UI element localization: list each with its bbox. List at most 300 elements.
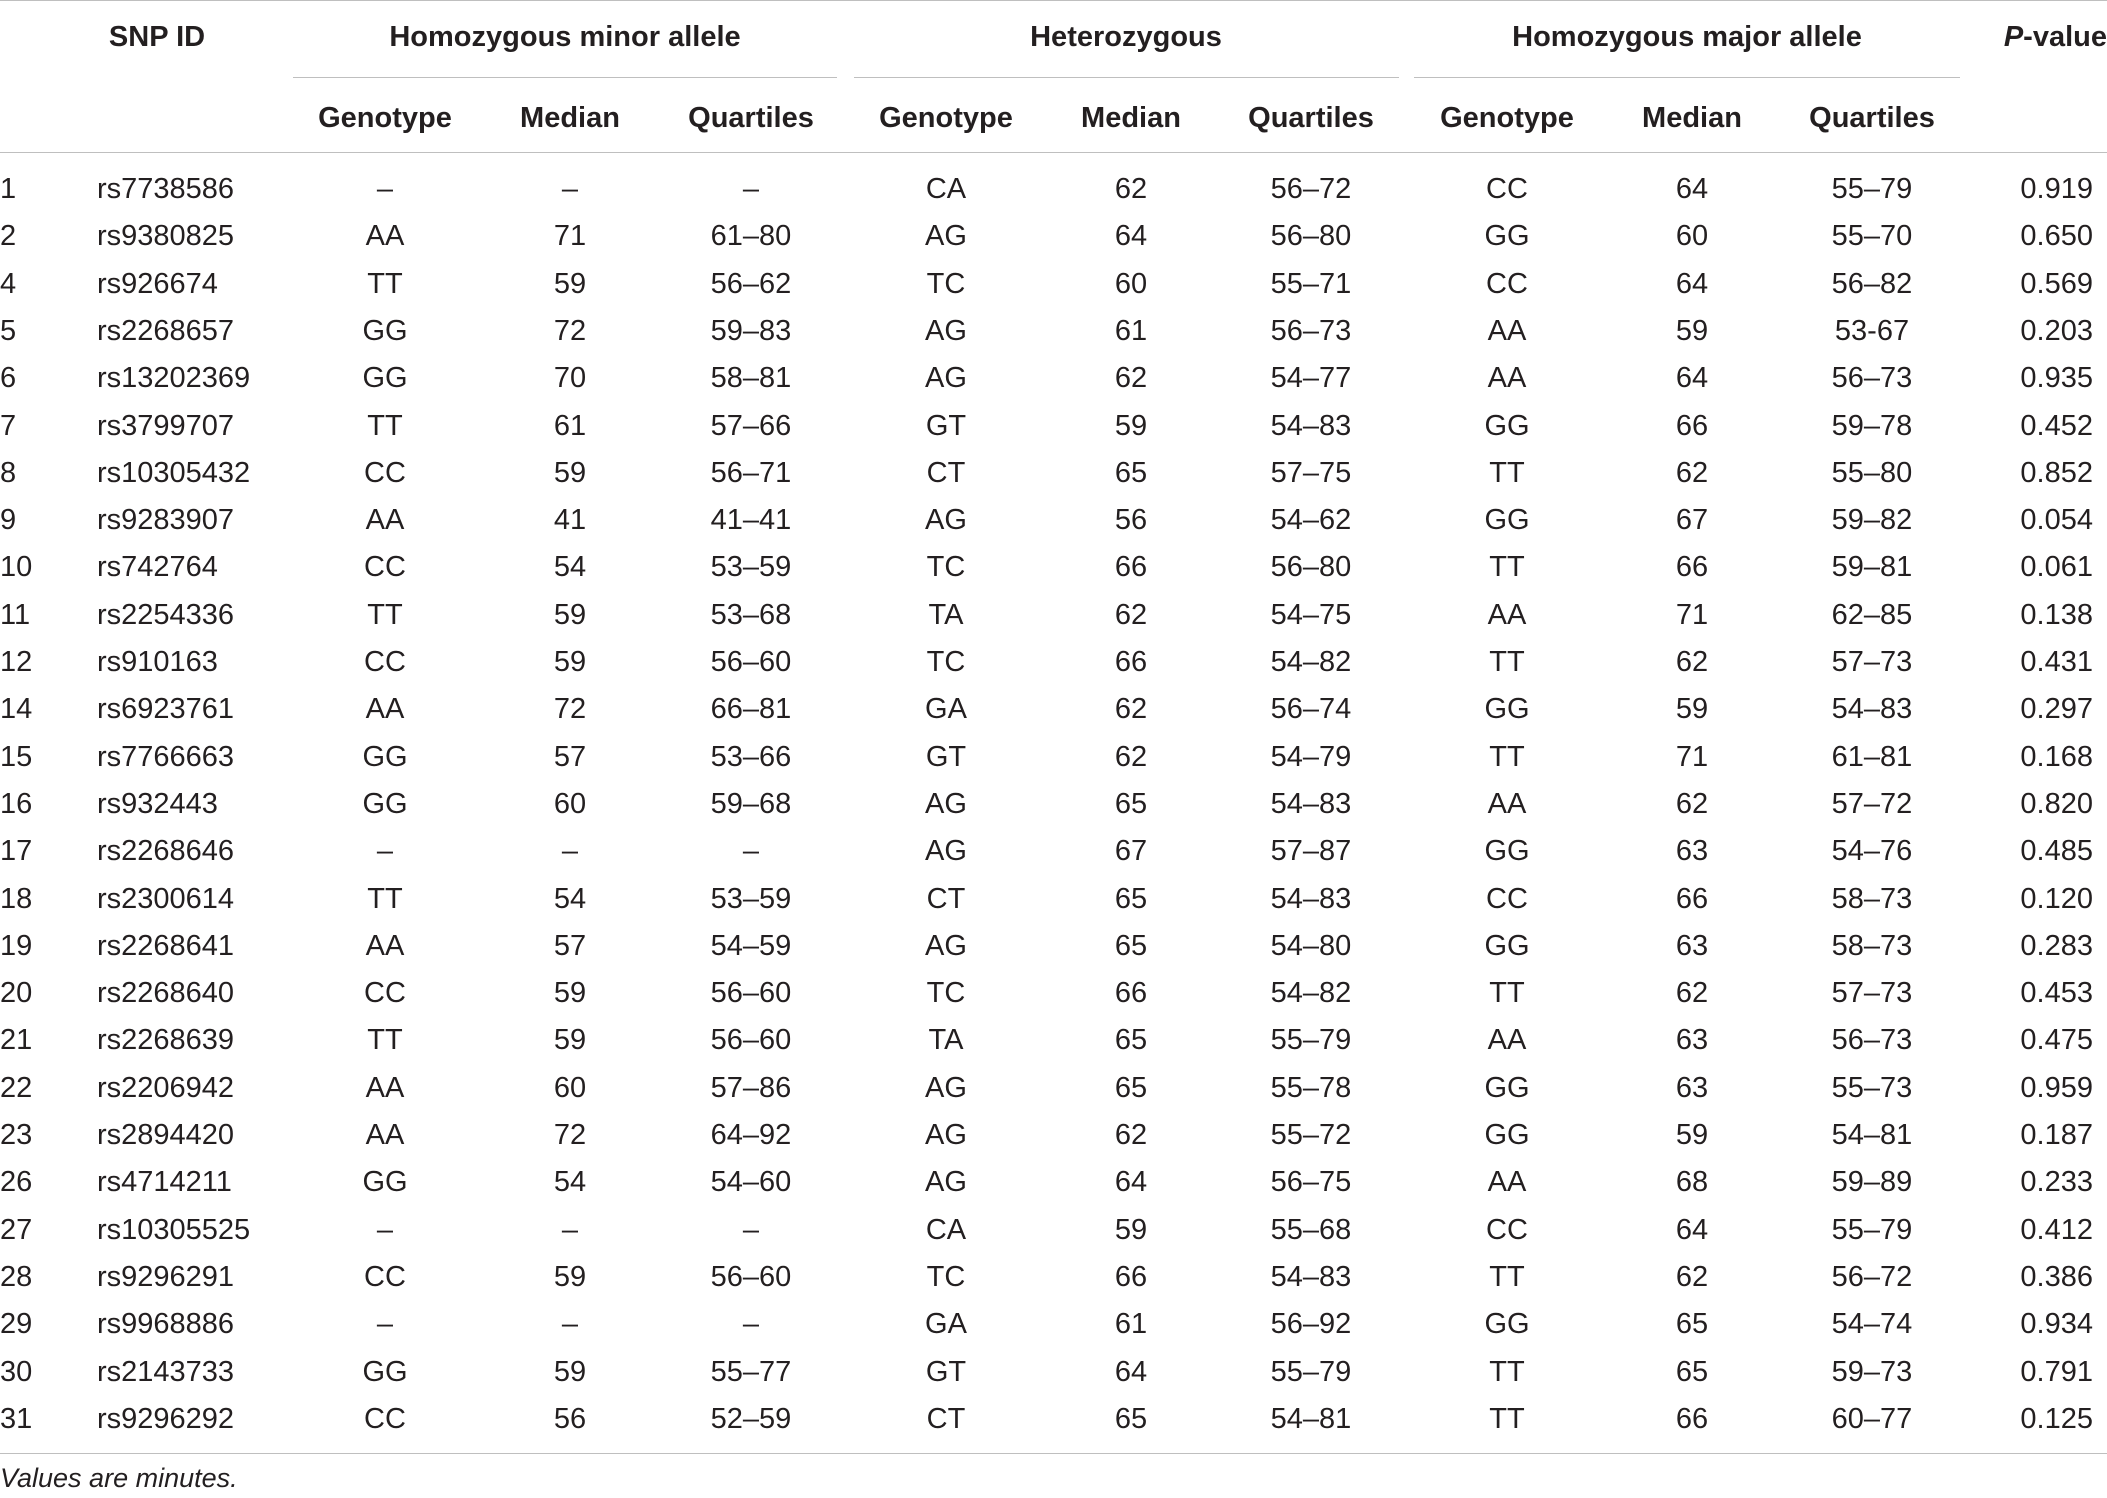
p-value-cell: 0.283: [2020, 930, 2093, 962]
p-value-cell: 0.061: [2020, 551, 2093, 583]
minor-quartiles-cell: 53–66: [710, 741, 792, 773]
snp-id-cell: rs9968886: [97, 1308, 235, 1340]
minor-genotype-cell: CC: [364, 977, 406, 1009]
minor-median-cell: 59: [553, 1024, 587, 1056]
major-quartiles-cell: 56–72: [1831, 1261, 1913, 1293]
snp-id-cell: rs2268646: [97, 835, 235, 867]
het-genotype-cell: TA: [928, 599, 964, 631]
minor-genotype-cell: AA: [365, 930, 405, 962]
het-quartiles-cell: 56–80: [1270, 551, 1352, 583]
major-genotype-cell: GG: [1484, 504, 1530, 536]
row-number-cell: 19: [0, 930, 33, 962]
row-number-cell: 17: [0, 835, 33, 867]
major-quartiles-cell: 55–79: [1831, 1214, 1913, 1246]
p-value-cell: 0.485: [2020, 835, 2093, 867]
major-median-cell: 64: [1675, 362, 1709, 394]
row-number-cell: 29: [0, 1308, 33, 1340]
major-quartiles-cell: 54–83: [1831, 693, 1913, 725]
het-genotype-cell: GT: [925, 410, 967, 442]
snp-id-cell: rs926674: [97, 268, 218, 300]
snp-id-cell: rs7766663: [97, 741, 235, 773]
minor-genotype-cell: GG: [362, 741, 408, 773]
het-genotype-cell: AG: [925, 220, 967, 252]
p-value-cell: 0.054: [2020, 504, 2093, 536]
het-median-cell: 62: [1114, 362, 1148, 394]
row-number-cell: 22: [0, 1072, 33, 1104]
het-median-cell: 65: [1114, 1403, 1148, 1435]
het-median-cell: 56: [1114, 504, 1148, 536]
major-quartiles-cell: 57–73: [1831, 646, 1913, 678]
row-number-cell: 11: [0, 599, 31, 631]
p-value-cell: 0.125: [2020, 1403, 2093, 1435]
minor-quartiles-cell: 52–59: [710, 1403, 792, 1435]
minor-median-cell: 61: [553, 410, 587, 442]
major-quartiles-cell: 59–73: [1831, 1356, 1913, 1388]
het-quartiles-cell: 54–81: [1270, 1403, 1352, 1435]
minor-median-cell: –: [561, 835, 579, 867]
minor-quartiles-cell: 53–68: [710, 599, 792, 631]
het-median-cell: 65: [1114, 1024, 1148, 1056]
het-median-cell: 67: [1114, 835, 1148, 867]
row-number-cell: 8: [0, 457, 17, 489]
minor-genotype-cell: TT: [367, 268, 403, 300]
major-quartiles-cell: 60–77: [1831, 1403, 1913, 1435]
het-genotype-cell: AG: [925, 930, 967, 962]
snp-id-cell: rs742764: [97, 551, 218, 583]
het-genotype-cell: TA: [928, 1024, 964, 1056]
p-value-cell: 0.452: [2020, 410, 2093, 442]
snp-id-cell: rs13202369: [97, 362, 251, 394]
minor-median-cell: 41: [553, 504, 587, 536]
group-rule-het: [854, 77, 1399, 78]
major-quartiles-cell: 54–74: [1831, 1308, 1913, 1340]
snp-id-cell: rs2894420: [97, 1119, 235, 1151]
het-median-cell: 62: [1114, 1119, 1148, 1151]
het-median-cell: 65: [1114, 883, 1148, 915]
minor-quartiles-cell: –: [742, 835, 760, 867]
major-quartiles-cell: 61–81: [1831, 741, 1913, 773]
minor-median-cell: 72: [553, 1119, 587, 1151]
major-genotype-cell: TT: [1489, 1356, 1525, 1388]
snp-id-cell: rs2254336: [97, 599, 235, 631]
minor-genotype-cell: AA: [365, 1119, 405, 1151]
minor-median-cell: 71: [553, 220, 587, 252]
minor-genotype-cell: –: [376, 173, 394, 205]
minor-genotype-cell: AA: [365, 693, 405, 725]
snp-id-cell: rs9296292: [97, 1403, 235, 1435]
p-value-cell: 0.959: [2020, 1072, 2093, 1104]
major-genotype-cell: TT: [1489, 1403, 1525, 1435]
het-genotype-cell: AG: [925, 788, 967, 820]
minor-genotype-cell: CC: [364, 1403, 406, 1435]
het-median-cell: 65: [1114, 930, 1148, 962]
minor-median-cell: 59: [553, 268, 587, 300]
group-rule-major: [1414, 77, 1960, 78]
snp-id-cell: rs9296291: [97, 1261, 235, 1293]
het-genotype-cell: CA: [925, 1214, 967, 1246]
p-value-cell: 0.187: [2020, 1119, 2093, 1151]
major-genotype-cell: AA: [1487, 315, 1527, 347]
major-median-cell: 62: [1675, 457, 1709, 489]
major-median-cell: 64: [1675, 268, 1709, 300]
het-quartiles-cell: 54–83: [1270, 883, 1352, 915]
row-number-cell: 31: [0, 1403, 33, 1435]
major-quartiles-cell: 56–73: [1831, 1024, 1913, 1056]
major-median-cell: 63: [1675, 930, 1709, 962]
p-value-cell: 0.475: [2020, 1024, 2093, 1056]
minor-genotype-cell: –: [376, 835, 394, 867]
minor-genotype-cell: TT: [367, 410, 403, 442]
het-genotype-cell: AG: [925, 362, 967, 394]
het-quartiles-cell: 55–79: [1270, 1024, 1352, 1056]
minor-genotype-cell: CC: [364, 1261, 406, 1293]
minor-quartiles-cell: 56–60: [710, 1261, 792, 1293]
het-genotype-cell: GT: [925, 741, 967, 773]
header-bottom-rule: [0, 152, 2107, 153]
major-quartiles-cell: 54–81: [1831, 1119, 1913, 1151]
major-genotype-cell: TT: [1489, 741, 1525, 773]
major-genotype-cell: GG: [1484, 1308, 1530, 1340]
major-genotype-cell: AA: [1487, 1024, 1527, 1056]
major-median-cell: 67: [1675, 504, 1709, 536]
major-quartiles-cell: 55–80: [1831, 457, 1913, 489]
major-median-cell: 66: [1675, 883, 1709, 915]
minor-quartiles-cell: –: [742, 173, 760, 205]
major-quartiles-cell: 55–70: [1831, 220, 1913, 252]
p-value-cell: 0.453: [2020, 977, 2093, 1009]
p-value-cell: 0.569: [2020, 268, 2093, 300]
het-genotype-cell: TC: [926, 646, 966, 678]
minor-median-cell: 72: [553, 315, 587, 347]
major-median-cell: 65: [1675, 1356, 1709, 1388]
het-genotype-cell: CA: [925, 173, 967, 205]
p-value-cell: 0.168: [2020, 741, 2093, 773]
row-number-cell: 16: [0, 788, 33, 820]
minor-genotype-cell: AA: [365, 504, 405, 536]
minor-median-cell: –: [561, 1214, 579, 1246]
het-quartiles-cell: 56–92: [1270, 1308, 1352, 1340]
row-number-cell: 26: [0, 1166, 33, 1198]
major-median-cell: 63: [1675, 835, 1709, 867]
major-quartiles-cell: 59–89: [1831, 1166, 1913, 1198]
p-value-letter: P: [2003, 21, 2024, 53]
row-number-cell: 14: [0, 693, 33, 725]
subheader-genotype-minor: Genotype: [318, 102, 452, 134]
het-genotype-cell: TC: [926, 551, 966, 583]
major-median-cell: 66: [1675, 410, 1709, 442]
row-number-cell: 27: [0, 1214, 33, 1246]
het-median-cell: 61: [1114, 315, 1148, 347]
minor-median-cell: 54: [553, 1166, 587, 1198]
minor-genotype-cell: CC: [364, 646, 406, 678]
p-value-cell: 0.233: [2020, 1166, 2093, 1198]
het-median-cell: 66: [1114, 551, 1148, 583]
minor-median-cell: 59: [553, 977, 587, 1009]
row-number-cell: 7: [0, 410, 17, 442]
het-quartiles-cell: 54–75: [1270, 599, 1352, 631]
minor-median-cell: 57: [553, 741, 587, 773]
subheader-median-minor: Median: [520, 102, 620, 134]
minor-quartiles-cell: 61–80: [710, 220, 792, 252]
major-quartiles-cell: 57–72: [1831, 788, 1913, 820]
major-median-cell: 62: [1675, 977, 1709, 1009]
major-median-cell: 71: [1675, 599, 1709, 631]
subheader-median-het: Median: [1081, 102, 1181, 134]
snp-id-cell: rs9380825: [97, 220, 235, 252]
subheader-quartiles-minor: Quartiles: [688, 102, 814, 134]
p-value-cell: 0.386: [2020, 1261, 2093, 1293]
het-quartiles-cell: 55–71: [1270, 268, 1352, 300]
row-number-cell: 12: [0, 646, 33, 678]
het-quartiles-cell: 56–72: [1270, 173, 1352, 205]
het-genotype-cell: TC: [926, 977, 966, 1009]
major-genotype-cell: TT: [1489, 977, 1525, 1009]
het-genotype-cell: AG: [925, 835, 967, 867]
header-heterozygous: Heterozygous: [1030, 21, 1222, 53]
row-number-cell: 4: [0, 268, 17, 300]
table-top-rule: [0, 0, 2107, 1]
row-number-cell: 30: [0, 1356, 33, 1388]
minor-genotype-cell: –: [376, 1214, 394, 1246]
row-number-cell: 21: [0, 1024, 33, 1056]
minor-quartiles-cell: 53–59: [710, 883, 792, 915]
het-quartiles-cell: 54–77: [1270, 362, 1352, 394]
minor-quartiles-cell: 64–92: [710, 1119, 792, 1151]
het-median-cell: 60: [1114, 268, 1148, 300]
minor-genotype-cell: AA: [365, 220, 405, 252]
p-value-cell: 0.120: [2020, 883, 2093, 915]
minor-quartiles-cell: 54–59: [710, 930, 792, 962]
p-value-cell: 0.650: [2020, 220, 2093, 252]
major-quartiles-cell: 59–82: [1831, 504, 1913, 536]
major-genotype-cell: GG: [1484, 410, 1530, 442]
het-genotype-cell: GA: [925, 693, 967, 725]
p-value-cell: 0.203: [2020, 315, 2093, 347]
minor-quartiles-cell: 41–41: [710, 504, 792, 536]
table-footnote: Values are minutes.: [0, 1463, 238, 1493]
major-median-cell: 64: [1675, 1214, 1709, 1246]
major-genotype-cell: AA: [1487, 362, 1527, 394]
het-genotype-cell: AG: [925, 1166, 967, 1198]
header-homozygous-major: Homozygous major allele: [1512, 21, 1862, 53]
minor-quartiles-cell: 59–68: [710, 788, 792, 820]
snp-id-cell: rs2268640: [97, 977, 235, 1009]
minor-median-cell: –: [561, 1308, 579, 1340]
het-quartiles-cell: 54–80: [1270, 930, 1352, 962]
het-quartiles-cell: 54–83: [1270, 788, 1352, 820]
major-quartiles-cell: 55–79: [1831, 173, 1913, 205]
major-quartiles-cell: 56–73: [1831, 362, 1913, 394]
row-number-cell: 10: [0, 551, 33, 583]
table-bottom-rule: [0, 1453, 2107, 1454]
major-genotype-cell: AA: [1487, 599, 1527, 631]
major-genotype-cell: CC: [1486, 883, 1528, 915]
major-median-cell: 66: [1675, 1403, 1709, 1435]
snp-id-cell: rs2143733: [97, 1356, 235, 1388]
major-median-cell: 62: [1675, 646, 1709, 678]
p-value-cell: 0.791: [2020, 1356, 2093, 1388]
p-value-cell: 0.919: [2020, 173, 2093, 205]
major-quartiles-cell: 62–85: [1831, 599, 1913, 631]
major-median-cell: 60: [1675, 220, 1709, 252]
minor-median-cell: 59: [553, 646, 587, 678]
header-snp-id: SNP ID: [108, 21, 206, 53]
minor-quartiles-cell: 59–83: [710, 315, 792, 347]
minor-genotype-cell: TT: [367, 1024, 403, 1056]
p-value-cell: 0.935: [2020, 362, 2093, 394]
minor-genotype-cell: CC: [364, 457, 406, 489]
minor-median-cell: 60: [553, 1072, 587, 1104]
row-number-cell: 20: [0, 977, 33, 1009]
minor-quartiles-cell: 55–77: [710, 1356, 792, 1388]
p-value-cell: 0.297: [2020, 693, 2093, 725]
major-median-cell: 59: [1675, 1119, 1709, 1151]
subheader-genotype-major: Genotype: [1440, 102, 1574, 134]
minor-median-cell: 59: [553, 1261, 587, 1293]
major-genotype-cell: GG: [1484, 1072, 1530, 1104]
het-genotype-cell: TC: [926, 268, 966, 300]
subheader-genotype-het: Genotype: [879, 102, 1013, 134]
major-quartiles-cell: 59–81: [1831, 551, 1913, 583]
minor-median-cell: 57: [553, 930, 587, 962]
major-quartiles-cell: 58–73: [1831, 883, 1913, 915]
snp-id-cell: rs10305432: [97, 457, 251, 489]
major-quartiles-cell: 53-67: [1834, 315, 1910, 347]
het-median-cell: 66: [1114, 1261, 1148, 1293]
major-genotype-cell: TT: [1489, 457, 1525, 489]
major-median-cell: 66: [1675, 551, 1709, 583]
het-quartiles-cell: 56–74: [1270, 693, 1352, 725]
snp-id-cell: rs3799707: [97, 410, 235, 442]
het-median-cell: 61: [1114, 1308, 1148, 1340]
row-number-cell: 18: [0, 883, 33, 915]
snp-id-cell: rs2268639: [97, 1024, 235, 1056]
het-median-cell: 65: [1114, 788, 1148, 820]
minor-genotype-cell: GG: [362, 788, 408, 820]
minor-quartiles-cell: 56–60: [710, 1024, 792, 1056]
het-median-cell: 59: [1114, 1214, 1148, 1246]
snp-id-cell: rs2206942: [97, 1072, 235, 1104]
snp-id-cell: rs2268657: [97, 315, 235, 347]
major-median-cell: 71: [1675, 741, 1709, 773]
row-number-cell: 5: [0, 315, 17, 347]
major-median-cell: 59: [1675, 693, 1709, 725]
minor-quartiles-cell: 56–62: [710, 268, 792, 300]
snp-id-cell: rs932443: [97, 788, 218, 820]
het-quartiles-cell: 54–82: [1270, 646, 1352, 678]
row-number-cell: 2: [0, 220, 17, 252]
het-median-cell: 62: [1114, 741, 1148, 773]
het-median-cell: 62: [1114, 599, 1148, 631]
major-median-cell: 64: [1675, 173, 1709, 205]
minor-median-cell: 59: [553, 1356, 587, 1388]
minor-genotype-cell: –: [376, 1308, 394, 1340]
major-quartiles-cell: 55–73: [1831, 1072, 1913, 1104]
het-median-cell: 65: [1114, 1072, 1148, 1104]
minor-quartiles-cell: 56–60: [710, 646, 792, 678]
het-quartiles-cell: 55–72: [1270, 1119, 1352, 1151]
het-median-cell: 59: [1114, 410, 1148, 442]
major-genotype-cell: GG: [1484, 693, 1530, 725]
row-number-cell: 1: [0, 173, 17, 205]
minor-quartiles-cell: 58–81: [710, 362, 792, 394]
minor-genotype-cell: GG: [362, 315, 408, 347]
major-quartiles-cell: 58–73: [1831, 930, 1913, 962]
major-quartiles-cell: 57–73: [1831, 977, 1913, 1009]
subheader-quartiles-major: Quartiles: [1809, 102, 1935, 134]
het-quartiles-cell: 54–79: [1270, 741, 1352, 773]
row-number-cell: 15: [0, 741, 33, 773]
major-median-cell: 63: [1675, 1024, 1709, 1056]
minor-genotype-cell: GG: [362, 1166, 408, 1198]
het-quartiles-cell: 54–82: [1270, 977, 1352, 1009]
het-quartiles-cell: 55–79: [1270, 1356, 1352, 1388]
major-median-cell: 65: [1675, 1308, 1709, 1340]
subheader-quartiles-het: Quartiles: [1248, 102, 1374, 134]
het-quartiles-cell: 56–80: [1270, 220, 1352, 252]
het-median-cell: 62: [1114, 693, 1148, 725]
het-genotype-cell: GA: [925, 1308, 967, 1340]
major-genotype-cell: AA: [1487, 1166, 1527, 1198]
header-p-value: [2004, 17, 2107, 57]
minor-quartiles-cell: 56–71: [710, 457, 792, 489]
major-genotype-cell: GG: [1484, 835, 1530, 867]
major-quartiles-cell: 54–76: [1831, 835, 1913, 867]
snp-id-cell: rs4714211: [97, 1166, 232, 1198]
het-median-cell: 64: [1114, 1356, 1148, 1388]
minor-genotype-cell: AA: [365, 1072, 405, 1104]
minor-quartiles-cell: –: [742, 1214, 760, 1246]
major-genotype-cell: CC: [1486, 1214, 1528, 1246]
snp-id-cell: rs910163: [97, 646, 218, 678]
het-genotype-cell: AG: [925, 1119, 967, 1151]
minor-median-cell: 59: [553, 457, 587, 489]
minor-median-cell: 72: [553, 693, 587, 725]
major-genotype-cell: TT: [1489, 646, 1525, 678]
minor-genotype-cell: GG: [362, 362, 408, 394]
p-value-cell: 0.820: [2020, 788, 2093, 820]
row-number-cell: 9: [0, 504, 17, 536]
major-genotype-cell: CC: [1486, 173, 1528, 205]
p-value-cell: 0.431: [2020, 646, 2093, 678]
het-quartiles-cell: 57–75: [1270, 457, 1352, 489]
subheader-median-major: Median: [1642, 102, 1742, 134]
major-genotype-cell: GG: [1484, 1119, 1530, 1151]
het-genotype-cell: TC: [926, 1261, 966, 1293]
p-value-suffix: -value: [2023, 21, 2107, 53]
p-value-cell: 0.138: [2020, 599, 2093, 631]
major-median-cell: 59: [1675, 315, 1709, 347]
snp-id-cell: rs2300614: [97, 883, 235, 915]
major-median-cell: 68: [1675, 1166, 1709, 1198]
het-genotype-cell: AG: [925, 504, 967, 536]
het-quartiles-cell: 56–73: [1270, 315, 1352, 347]
het-genotype-cell: CT: [926, 1403, 966, 1435]
het-median-cell: 66: [1114, 646, 1148, 678]
p-value-cell: 0.852: [2020, 457, 2093, 489]
snp-id-cell: rs9283907: [97, 504, 235, 536]
minor-quartiles-cell: 56–60: [710, 977, 792, 1009]
minor-median-cell: 60: [553, 788, 587, 820]
minor-genotype-cell: GG: [362, 1356, 408, 1388]
het-quartiles-cell: 54–83: [1270, 1261, 1352, 1293]
row-number-cell: 23: [0, 1119, 33, 1151]
het-genotype-cell: CT: [926, 883, 966, 915]
major-quartiles-cell: 59–78: [1831, 410, 1913, 442]
het-genotype-cell: AG: [925, 315, 967, 347]
snp-id-cell: rs2268641: [97, 930, 235, 962]
minor-quartiles-cell: 53–59: [710, 551, 792, 583]
